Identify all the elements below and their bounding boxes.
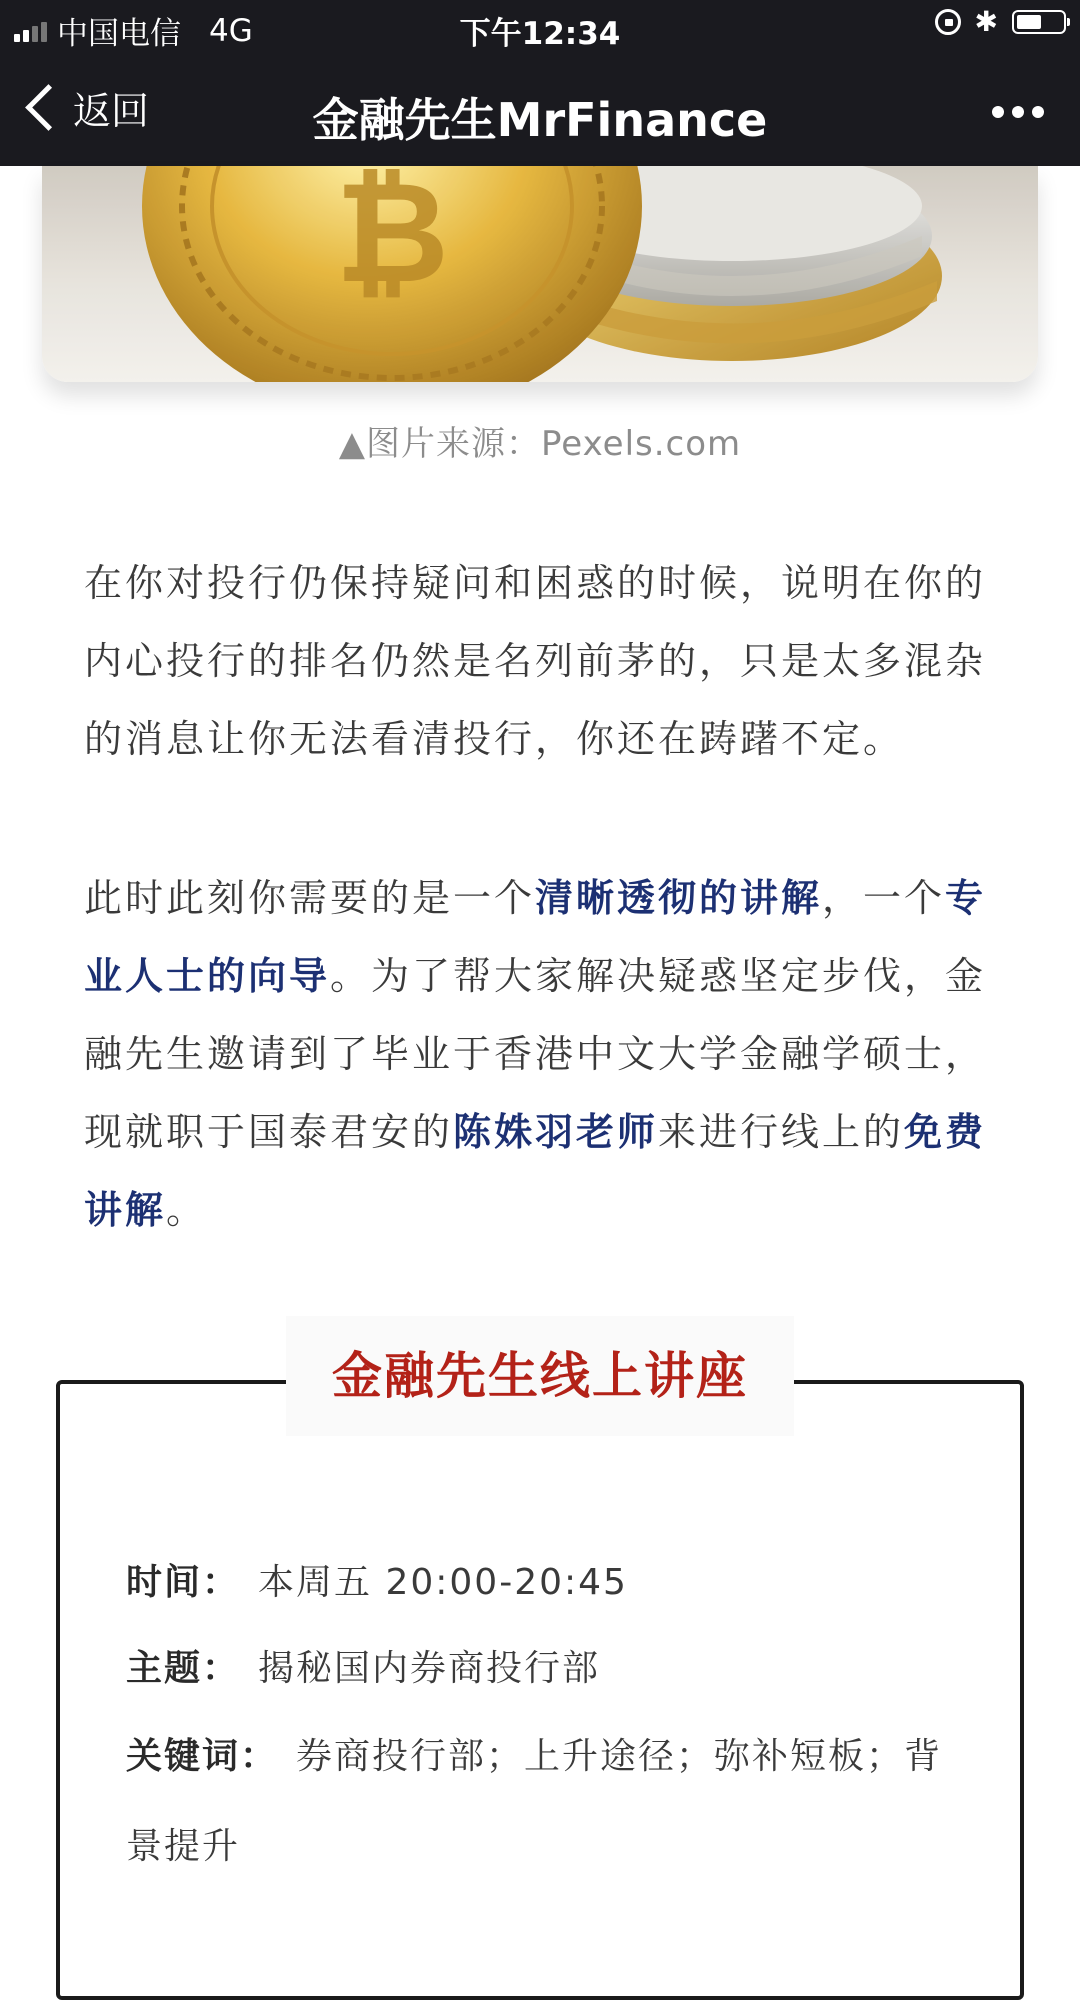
- more-dot-icon: [992, 106, 1004, 118]
- navigation-bar: [0, 54, 1080, 166]
- paragraph-text: 来进行线上的: [658, 1110, 905, 1154]
- keywords-label: 关键词：: [126, 1736, 279, 1777]
- article-paragraph: 在你对投行仍保持疑问和困惑的时候，说明在你的内心投行的排名仍然是名列前茅的，只是太多混杂的消息让你无法看清投行，你还在踌躇不定。: [84, 561, 987, 761]
- topic-label: 主题：: [126, 1648, 241, 1689]
- status-right: [935, 5, 1066, 38]
- teacher-name-highlight: 陈姝羽老师: [453, 1110, 659, 1154]
- bitcoin-coins-illustration: [42, 166, 1038, 382]
- keywords-value: 券商投行部；上升途径；弥补短板；背景提升: [126, 1736, 943, 1867]
- time-value: 本周五 20:00-20:45: [258, 1562, 628, 1603]
- article-image[interactable]: [42, 166, 1038, 382]
- bluetooth-icon: ✱: [974, 5, 998, 38]
- network-type: 4G: [209, 12, 253, 49]
- free-lecture-highlight: 免费讲解: [84, 1110, 987, 1232]
- orientation-lock-icon: [935, 9, 961, 35]
- paragraph-text: 。: [166, 1188, 208, 1232]
- lecture-keywords-row: [126, 1712, 966, 1892]
- battery-level-fill: [1017, 15, 1041, 29]
- more-dot-icon: [1032, 106, 1044, 118]
- image-caption: ▲图片来源：Pexels.com: [338, 424, 742, 464]
- article-paragraph-highlighted: [84, 859, 996, 1249]
- time-label: 时间：: [126, 1562, 241, 1603]
- paragraph-text: 此时此刻你需要的是一个: [84, 876, 536, 920]
- status-time: 下午12:34: [459, 16, 621, 52]
- lecture-title: 金融先生线上讲座: [286, 1316, 794, 1436]
- paragraph-text: ，一个: [822, 876, 946, 920]
- highlight-text: 专业人士的向导: [84, 876, 987, 998]
- topic-value: 揭秘国内券商投行部: [258, 1648, 601, 1689]
- status-bar: [0, 0, 1080, 54]
- carrier-name: 中国电信: [57, 16, 181, 52]
- more-dot-icon: [1012, 106, 1024, 118]
- highlight-text: 清晰透彻的讲解: [535, 876, 823, 920]
- paragraph-text: 。为了帮大家解决疑惑坚定步伐，金融先生邀请到了毕业于香港中文大学金融学硕士，现就职于国泰君安的: [84, 954, 987, 1154]
- battery-icon: [1012, 10, 1066, 34]
- lecture-topic-row: [126, 1624, 966, 1714]
- back-label: 返回: [73, 89, 150, 133]
- lecture-time-row: [126, 1538, 966, 1628]
- page-title: 金融先生MrFinance: [312, 93, 768, 147]
- more-options-button[interactable]: [992, 106, 1044, 118]
